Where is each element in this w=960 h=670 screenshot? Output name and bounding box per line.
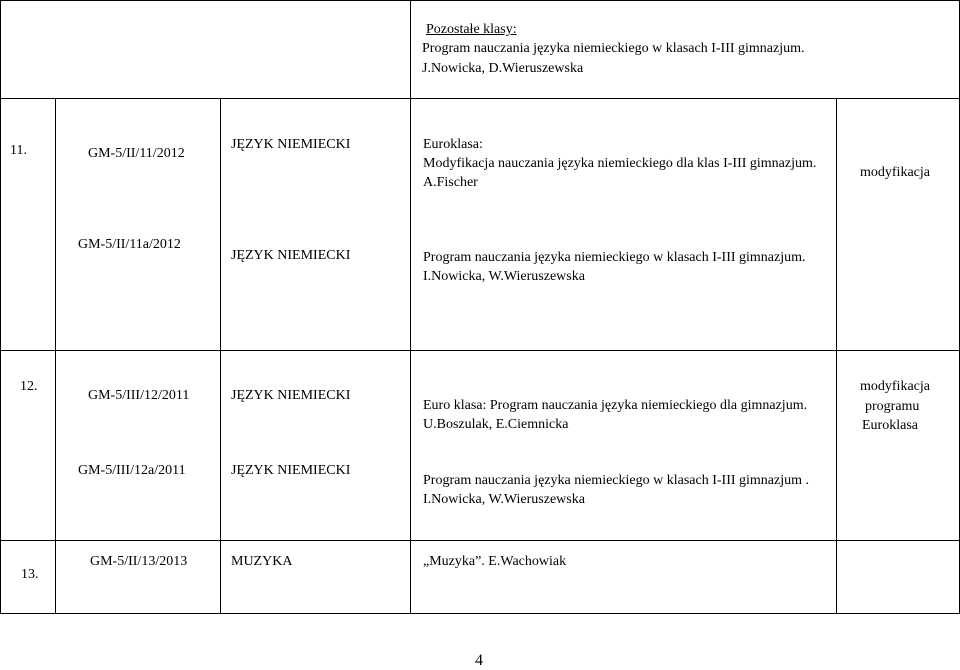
column-border xyxy=(836,98,837,614)
program-code: GM-5/III/12a/2011 xyxy=(78,463,186,478)
program-authors: A.Fischer xyxy=(423,175,478,190)
program-authors: I.Nowicka, W.Wieruszewska xyxy=(423,492,585,507)
program-description: Program nauczania języka niemieckiego w klasach I-III gimnazjum. xyxy=(422,41,805,56)
program-code: GM-5/II/11/2012 xyxy=(88,146,185,161)
section-heading: Pozostałe klasy: xyxy=(426,22,517,37)
table-bottom-border xyxy=(0,613,960,614)
program-description: Modyfikacja nauczania języka niemieckiego dla klas I-III gimnazjum. xyxy=(423,156,817,171)
note-line: programu xyxy=(865,399,920,414)
column-border xyxy=(220,98,221,614)
subject: JĘZYK NIEMIECKI xyxy=(231,463,351,478)
subject: MUZYKA xyxy=(231,554,293,569)
subject: JĘZYK NIEMIECKI xyxy=(231,248,351,263)
row-number: 13. xyxy=(21,567,39,582)
column-border xyxy=(55,98,56,614)
program-code: GM-5/II/13/2013 xyxy=(90,554,188,569)
program-title: Euroklasa: xyxy=(423,137,483,152)
note-line: modyfikacja xyxy=(860,379,930,394)
row-number: 11. xyxy=(10,143,27,158)
column-border xyxy=(0,0,1,614)
note: modyfikacja xyxy=(860,165,930,180)
program-authors: U.Boszulak, E.Ciemnicka xyxy=(423,417,569,432)
row-number: 12. xyxy=(20,379,38,394)
program-authors: I.Nowicka, W.Wieruszewska xyxy=(423,269,585,284)
program-description: Euro klasa: Program nauczania języka niemieckiego dla gimnazjum. xyxy=(423,398,808,413)
program-description: „Muzyka”. E.Wachowiak xyxy=(423,554,567,569)
row-divider xyxy=(0,350,960,351)
row-divider xyxy=(0,98,960,99)
table-top-border xyxy=(0,0,960,1)
row-divider xyxy=(0,540,960,541)
column-border xyxy=(410,0,411,614)
program-code: GM-5/II/11a/2012 xyxy=(78,237,181,252)
page-number: 4 xyxy=(475,652,483,669)
subject: JĘZYK NIEMIECKI xyxy=(231,388,351,403)
program-authors: J.Nowicka, D.Wieruszewska xyxy=(422,61,584,76)
program-description: Program nauczania języka niemieckiego w klasach I-III gimnazjum. xyxy=(423,250,806,265)
program-code: GM-5/III/12/2011 xyxy=(88,388,190,403)
subject: JĘZYK NIEMIECKI xyxy=(231,137,351,152)
program-description: Program nauczania języka niemieckiego w klasach I-III gimnazjum . xyxy=(423,473,810,488)
note-line: Euroklasa xyxy=(862,418,918,433)
